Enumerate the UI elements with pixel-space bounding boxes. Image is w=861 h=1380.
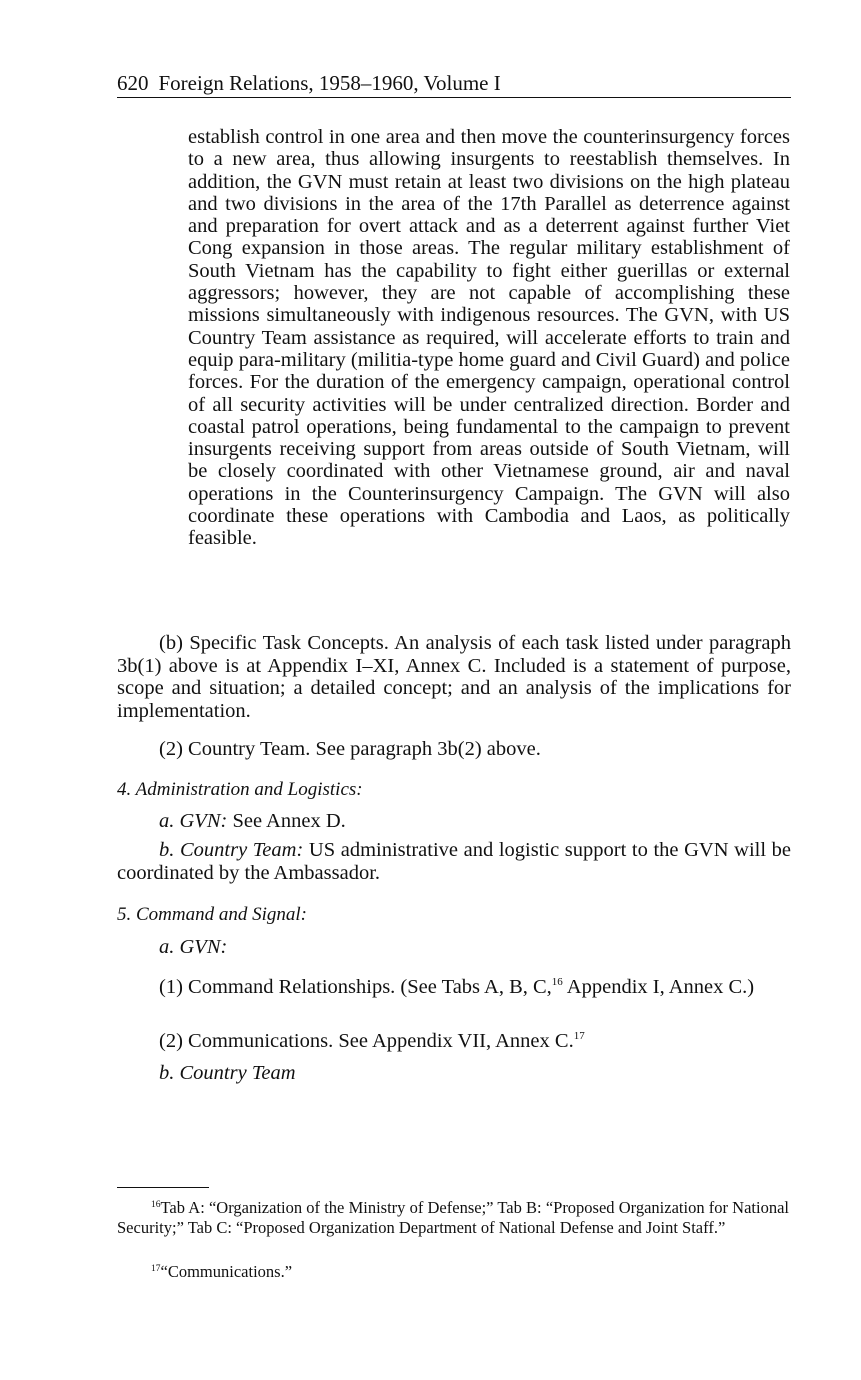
footnote-16: [117, 1198, 789, 1238]
communications-line: [159, 1030, 585, 1053]
section-4b: [117, 839, 791, 884]
footnote-17-text: “Communications.”: [160, 1262, 293, 1281]
section-4a: [159, 810, 346, 833]
footnote-ref-16: 16: [551, 976, 563, 988]
command-text: (1) Command Relationships. (See Tabs A, B, C,: [159, 976, 552, 998]
page-number: 620: [117, 71, 149, 95]
communications-text: (2) Communications. See Appendix VII, Annex C.: [159, 1030, 574, 1052]
section-4-heading: 4. Administration and Logistics:: [117, 779, 363, 800]
section-4b-text: US administrative and logistic support to the GVN will be coordinated by the Ambassador.: [117, 839, 791, 884]
section-5-heading: 5. Command and Signal:: [117, 904, 307, 925]
running-header: [117, 70, 791, 98]
section-4a-label: a. GVN:: [159, 810, 228, 832]
specific-task-paragraph: (b) Specific Task Concepts. An analysis of each task listed under paragraph 3b(1) above is at Appendix I–XI, Annex C. Included is a statement of purpose, scope and situation; a detailed concept; and an analysis of the implications for implementation.: [117, 632, 791, 722]
command-tail: Appendix I, Annex C.): [562, 976, 755, 998]
footnote-divider: [117, 1187, 209, 1188]
section-5b-label: b. Country Team: [159, 1062, 296, 1084]
footnote-16-number: 16: [151, 1200, 161, 1210]
volume-title: Foreign Relations, 1958–1960, Volume I: [158, 71, 501, 95]
command-relationships: [117, 976, 791, 999]
footnote-16-text: Tab A: “Organization of the Ministry of Defense;” Tab B: “Proposed Organization for National Security;” Tab C: “Proposed Organization Department of National Defense and Joint Staff.”: [117, 1198, 789, 1237]
country-team-paragraph: (2) Country Team. See paragraph 3b(2) above.: [159, 738, 541, 760]
footnote-17-number: 17: [151, 1264, 161, 1274]
continued-paragraph: establish control in one area and then move the counterinsurgency forces to a new area, thus allowing insurgents to reestablish themselves. In addition, the GVN must retain at least two divisions on the high plateau and two divisions in the area of the 17th Parallel as deterrence against and preparation for overt attack and as a deterrent against further Viet Cong expansion in those areas. The regular military establishment of South Vietnam has the capability to fight either guerillas or external aggressors; however, they are not capable of accomplishing these missions simultaneously with indigenous resources. The GVN, with US Country Team assistance as required, will accelerate efforts to train and equip para-military (militia-type home guard and Civil Guard) and police forces. For the duration of the emergency campaign, operational control of all security activities will be under centralized direction. Border and coastal patrol operations, being fundamental to the campaign to prevent insurgents receiving support from areas outside of South Vietnam, will be closely coordinated with other Vietnamese ground, air and naval operations in the Counterinsurgency Campaign. The GVN will also coordinate these operations with Cambodia and Laos, as politically feasible.: [188, 126, 790, 550]
footnote-ref-17: 17: [573, 1030, 585, 1042]
section-5a-label: a. GVN:: [159, 936, 228, 958]
section-4b-label: b. Country Team:: [159, 839, 304, 861]
footnote-17: [117, 1262, 789, 1282]
section-4a-text: See Annex D.: [227, 810, 346, 832]
